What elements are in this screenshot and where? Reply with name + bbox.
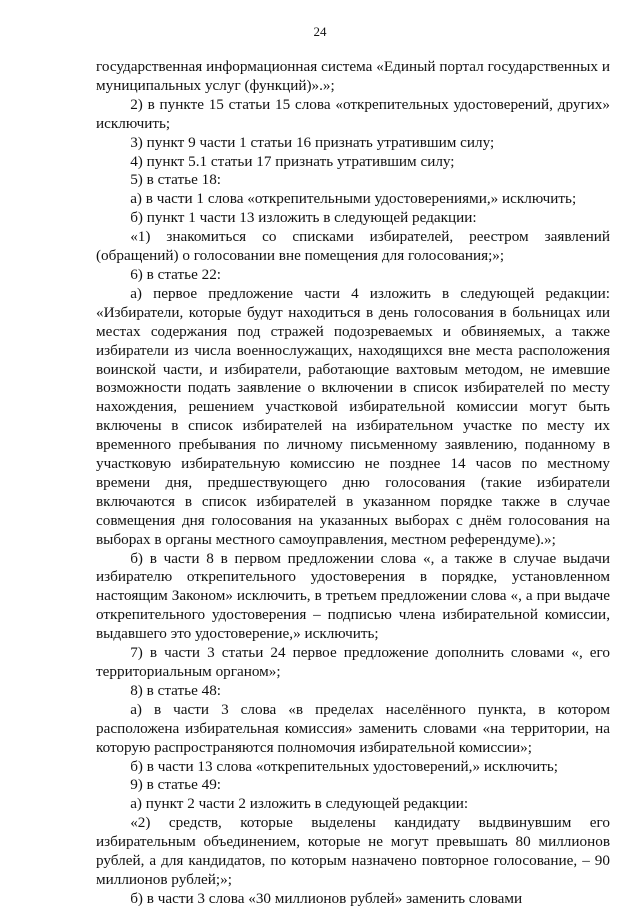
document-body [96,58,610,909]
paragraph-item-6b: б) в части 8 в первом предложении слова «, а также в случае выдачи избирателю открепительного удостоверения в порядке, установленном настоящим Законом» исключить, в третьем предложении слова «, а при выдаче открепительного удостоверения – подписью члена избирательной комиссии, выдавшего это удостоверение,» исключить; [96,549,610,643]
paragraph-item-5: 5) в статье 18: [130,171,222,189]
paragraph-item-9a: а) пункт 2 части 2 изложить в следующей редакции: [130,795,469,813]
paragraph-item-6a: а) первое предложение части 4 изложить в следующей редакции: «Избиратели, которые будут находиться в день голосования в больницах или местах содержания под стражей подозреваемых и обвиняемых, а также избиратели из числа военнослужащих, находящихся вне места расположения воинской части, и избиратели, работающие вахтовым методом, не имевшие возможности подать заявление о включении в список избирателей по месту нахождения, решением участковой избирательной комиссии могут быть включены в список избирателей на избирательном участке по месту их временного пребывания по личному письменному заявлению, поданному в участковую избирательную комиссию не позднее 14 часов по местному времени дня, предшествующего дню голосования (такие избиратели включаются в список избирателей в указанном порядке также в случае совмещения дня голосования на указанных выборах с днём голосования на выборах в органы местного самоуправления, местном референдуме).»; [96,284,610,548]
paragraph-quote-2: «2) средств, которые выделены кандидату выдвинувшим его избирательным объединением, которые не могут превышать 80 миллионов рублей, а для кандидатов, по которым назначено повторное голосование, – 90 миллионов рублей;»; [96,814,610,888]
paragraph-item-5a: а) в части 1 слова «открепительными удостоверениями,» исключить; [130,190,577,208]
paragraph-item-8: 8) в статье 48: [130,681,222,699]
paragraph-item-2: 2) в пункте 15 статьи 15 слова «открепительных удостоверений, других» исключить; [96,95,610,132]
paragraph-item-7: 7) в части 3 статьи 24 первое предложение дополнить словами «, его территориальным органом»; [96,644,610,680]
paragraph-quote-1: «1) знакомиться со списками избирателей, реестром заявлений (обращений) о голосовании вне помещения для голосования;»; [96,228,610,265]
paragraph-item-5b: б) пункт 1 части 13 изложить в следующей редакции: [130,209,477,227]
paragraph-item-8b: б) в части 13 слова «открепительных удостоверений,» исключить; [130,757,559,775]
paragraph-item-6: 6) в статье 22: [130,265,222,283]
paragraph-item-9: 9) в статье 49: [130,776,222,794]
paragraph-continuation: государственная информационная система «Единый портал государственных и муниципальных услуг (функций)».»; [96,58,610,94]
page-number: 24 [313,24,327,39]
paragraph-item-9b: б) в части 3 слова «30 миллионов рублей» заменить словами [130,889,523,907]
paragraph-item-8a: а) в части 3 слова «в пределах населённого пункта, в котором расположена избирательная комиссия» заменить словами «на территории, на которую распространяются полномочия избирательной комиссии»; [96,700,610,756]
paragraph-item-4: 4) пункт 5.1 статьи 17 признать утратившим силу; [130,152,455,170]
paragraph-item-3: 3) пункт 9 части 1 статьи 16 признать утратившим силу; [130,133,495,151]
